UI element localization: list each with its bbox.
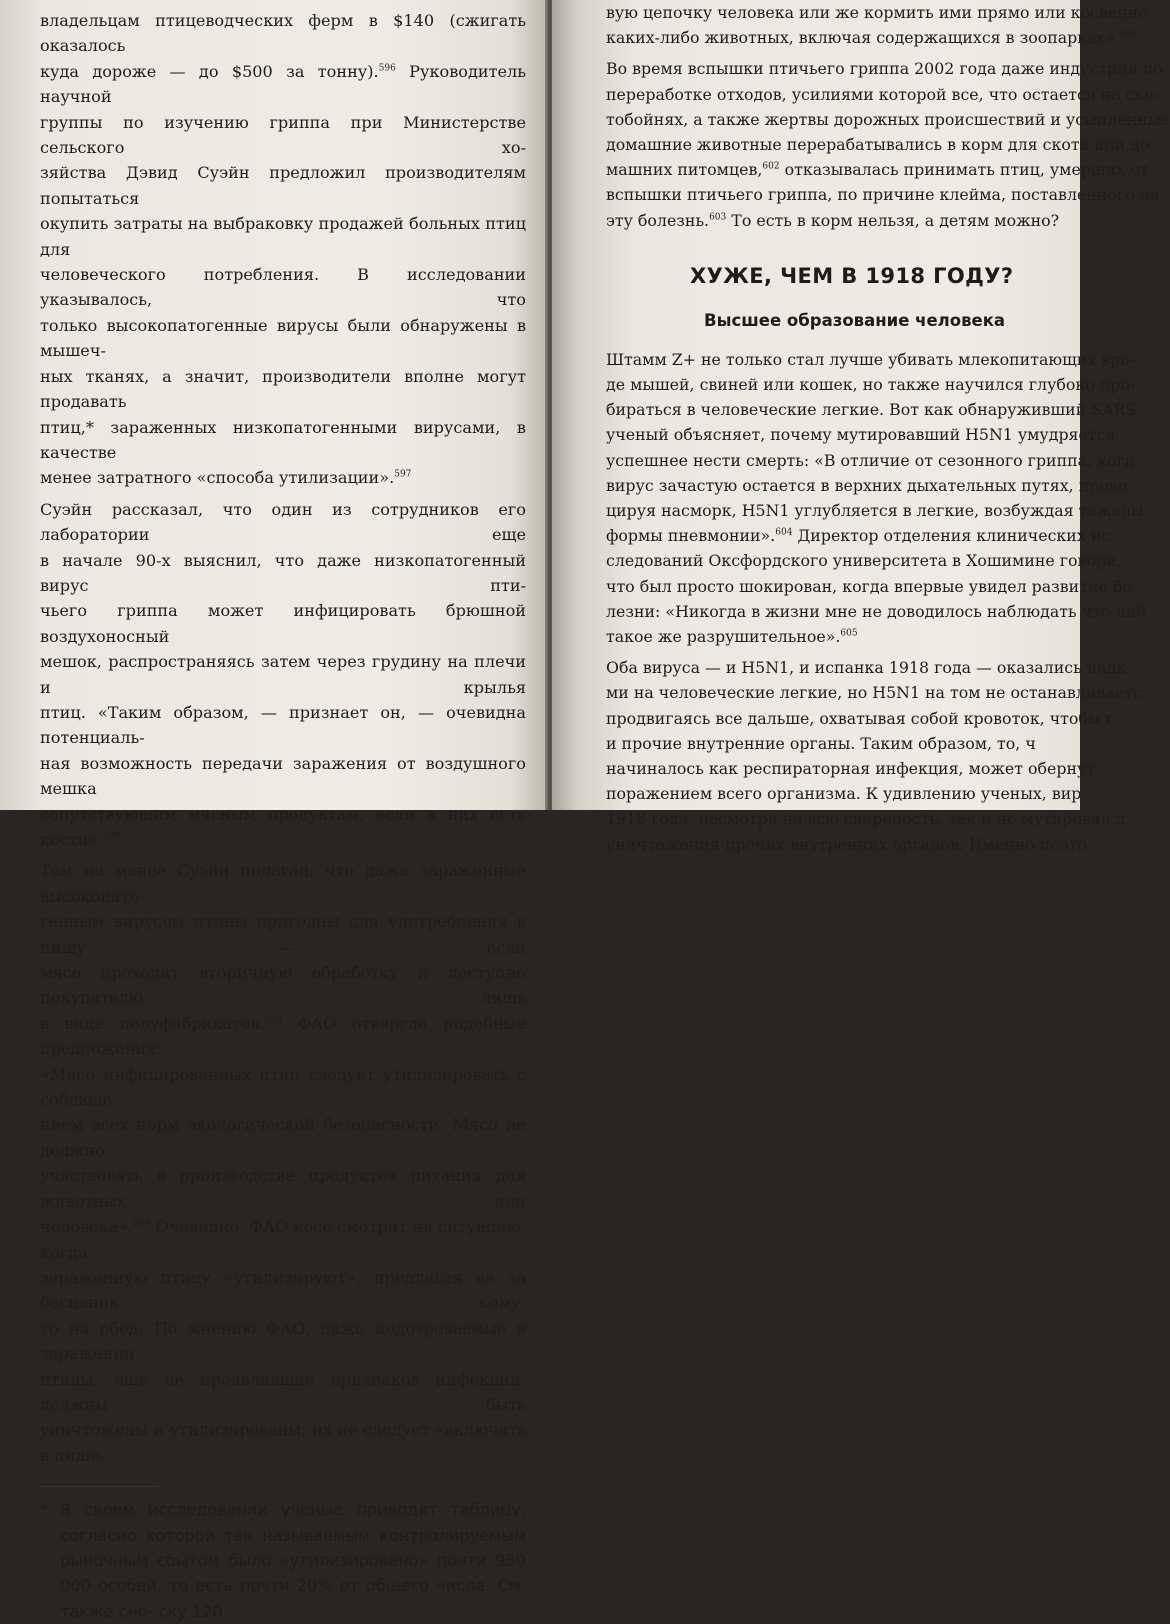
- text-line: Во время вспышки птичьего гриппа 2002 года даже индустрия по: [606, 59, 1163, 79]
- footnote-line: В своем исследовании ученые приводят таблицу, согласно которой так: [60, 1500, 526, 1545]
- right-top-paragraphs: [606, 0, 1170, 233]
- text-line: эту болезнь.$^{603}$ То есть в корм нельзя, а детям можно?: [606, 210, 1060, 230]
- text-line: куда дороже — до $500 за тонну).$^{596}$ Руководитель научной: [40, 61, 527, 107]
- text-line: следований Оксфордского университета в Хошимине говори.: [606, 551, 1122, 571]
- text-line: птиц. «Таким образом, — признает он, — очевидна потенциаль-: [40, 702, 526, 748]
- text-line: начиналось как респираторная инфекция, может обернут: [606, 759, 1096, 779]
- text-line: продвигаясь все дальше, охватывая собой кровоток, чтобы г: [606, 708, 1114, 728]
- text-line: то на обед. По мнению ФАО, даже подозреваемые в заражении: [40, 1318, 526, 1364]
- text-line: вспышки птичьего гриппа, по причине клейма, поставленного на: [606, 185, 1160, 205]
- chapter-heading: ХУЖЕ, ЧЕМ В 1918 ГОДУ?: [690, 263, 1014, 288]
- text-line: домашние животные перерабатывались в корм для скота или до-: [606, 135, 1155, 155]
- text-line: что был просто шокирован, когда впервые увидел развитие бо: [606, 576, 1132, 596]
- note-reference: 603: [709, 212, 727, 223]
- text-line: чьего гриппа может инфицировать брюшной воздухоносный: [40, 601, 526, 646]
- text-line: генным вирусом птицы пригодны для употребления в пищу — если: [40, 912, 526, 957]
- text-line: бираться в человеческие легкие. Вот как обнаруживший SARS: [606, 400, 1137, 420]
- note-reference: 602: [762, 161, 780, 172]
- footnote-line: почти 950 000 особей, то есть почти 20% от общего числа. См. также сно-: [60, 1550, 526, 1621]
- paragraph: [606, 56, 1170, 232]
- footnote-text: [60, 1500, 526, 1621]
- text-line: только высокопатогенные вирусы были обнаружены в мышеч-: [40, 315, 526, 361]
- paragraph: [606, 655, 1142, 857]
- note-reference: 600: [133, 1218, 151, 1229]
- text-line: в начале 90-х выяснил, что даже низкопатогенный вирус пти-: [40, 550, 526, 595]
- text-line: зяйства Дэвид Суэйн предложил производителям попытаться: [40, 163, 526, 208]
- text-line: поражением всего организма. К удивлению ученых, вир: [606, 784, 1082, 804]
- text-line: мясо проходит вторичную обработку и доступно покупателю лишь: [40, 963, 526, 1008]
- section-subheading: Высшее образование человека: [704, 310, 1006, 330]
- text-line: «Мясо инфицированных птиц следует утилизировать с соблюде-: [40, 1064, 526, 1110]
- note-reference: 605: [840, 628, 858, 639]
- text-line: нием всех норм экологической безопасности. Мясо не должно: [40, 1115, 526, 1160]
- text-line: 1918 года, несмотря на всю свирепость, так и не мутировал д: [606, 809, 1126, 829]
- text-line: птицы, еще не проявлявшие признаков инфекции, должны быть: [40, 1369, 526, 1414]
- text-line: вую цепочку человека или же кормить ими прямо или косвенно: [606, 3, 1148, 22]
- note-reference: 601: [1120, 29, 1138, 40]
- text-line: группы по изучению гриппа при Министерстве сельского хо-: [40, 112, 526, 158]
- text-line: тобойнях, а также жертвы дорожных происшествий и усыпленные: [606, 109, 1170, 129]
- text-line: переработке отходов, усилиями которой все, что остается на ско-: [606, 84, 1160, 104]
- footnote-divider: [40, 1486, 158, 1487]
- paragraph: [40, 858, 526, 1468]
- text-line: человека».$^{600}$ Очевидно, ФАО косо смотрит на ситуацию, когда: [40, 1217, 526, 1262]
- text-line: лезни: «Никогда в жизни мне не доводилось наблюдать что-либ: [606, 601, 1146, 621]
- text-line: участвовать в производстве продуктов питания для животных или: [40, 1166, 526, 1211]
- text-line: ученый объясняет, почему мутировавший H5N1 умудряется: [606, 425, 1116, 445]
- text-line: и прочие внутренние органы. Таким образом, то, ч: [606, 733, 1036, 753]
- text-line: Оба вируса — и H5N1, и испанка 1918 года — оказались падк: [606, 658, 1127, 678]
- text-line: Суэйн рассказал, что один из сотрудников его лаборатории еще: [40, 499, 526, 545]
- text-line: де мышей, свиней или кошек, но также научился глубоко про-: [606, 375, 1136, 395]
- right-page: [552, 0, 1170, 854]
- text-line: ми на человеческие легкие, но H5N1 на том не останавливаетс: [606, 683, 1142, 703]
- text-line: такое же разрушительное».$^{605}$: [606, 627, 858, 647]
- text-line: формы пневмонии».$^{604}$ Директор отделения клинических ис: [606, 526, 1111, 546]
- text-line: Штамм Z+ не только стал лучше убивать млекопитающих вро-: [606, 349, 1136, 369]
- note-reference: 596: [378, 63, 396, 74]
- paragraph: [40, 8, 526, 491]
- note-reference: 597: [394, 469, 412, 480]
- text-line: зараженную птицу «утилизируют», предлагая ее за бесценок кому-: [40, 1267, 526, 1313]
- paragraph: [606, 0, 1148, 50]
- text-line: ная возможность передачи заражения от воздушного мешка: [40, 753, 526, 799]
- paragraph: [40, 497, 526, 853]
- right-bottom-paragraphs: [606, 347, 1146, 857]
- footnote-marker: *: [40, 1500, 49, 1520]
- text-line: машних питомцев,$^{602}$ отказывалась принимать птиц, умерших от: [606, 160, 1149, 180]
- footnote-line: ску 120.: [158, 1601, 228, 1621]
- footnote: [40, 1497, 526, 1624]
- text-line: успешнее нести смерть: «В отличие от сезонного гриппа, когд: [606, 450, 1135, 470]
- text-line: мешок, распространяясь затем через грудину на плечи и крылья: [40, 652, 526, 697]
- note-reference: 599: [264, 1015, 283, 1026]
- text-line: человеческого потребления. В исследовании указывалось, что: [40, 265, 526, 310]
- text-line: сопутствующим мясным продуктам, если в них есть кости».$^{598}$: [40, 804, 526, 849]
- text-line: каких-либо животных, включая содержащихся в зоопарках».$^{601}$: [606, 28, 1138, 48]
- text-line: цируя насморк, H5N1 углубляется в легкие, возбуждая тяжелы: [606, 501, 1144, 521]
- text-line: ных тканях, а значит, производители вполне могут продавать: [40, 366, 526, 412]
- note-reference: 604: [775, 527, 793, 538]
- left-paragraphs: [40, 8, 526, 1468]
- text-line: птиц,* зараженных низкопатогенными вирусами, в качестве: [40, 417, 526, 462]
- left-page: [0, 0, 548, 1621]
- note-reference: 598: [103, 831, 121, 842]
- text-line: окупить затраты на выбраковку продажей больных птиц для: [40, 214, 526, 259]
- text-line: менее затратного «способа утилизации».$^{597}$: [40, 468, 412, 488]
- paragraph: [606, 347, 1146, 649]
- footnote-line: называемым контролируемым рыночным сбытом было «утилизировано»: [60, 1525, 527, 1570]
- text-line: вирус зачастую остается в верхних дыхательных путях, прово: [606, 475, 1128, 495]
- text-line: уничтожения прочих внутренних органов. Именно поэто: [606, 834, 1087, 854]
- text-line: в виде полуфабрикатов.$^{599}$ ФАО отвергла подобные предложения:: [40, 1013, 526, 1059]
- text-line: Тем не менее Суэйн полагал, что даже зараженные высокопато-: [40, 861, 526, 906]
- text-line: уничтожены и утилизированы; их не следует «включать в пище-: [40, 1420, 526, 1465]
- text-line: владельцам птицеводческих ферм в $140 (сжигать оказалось: [40, 11, 526, 56]
